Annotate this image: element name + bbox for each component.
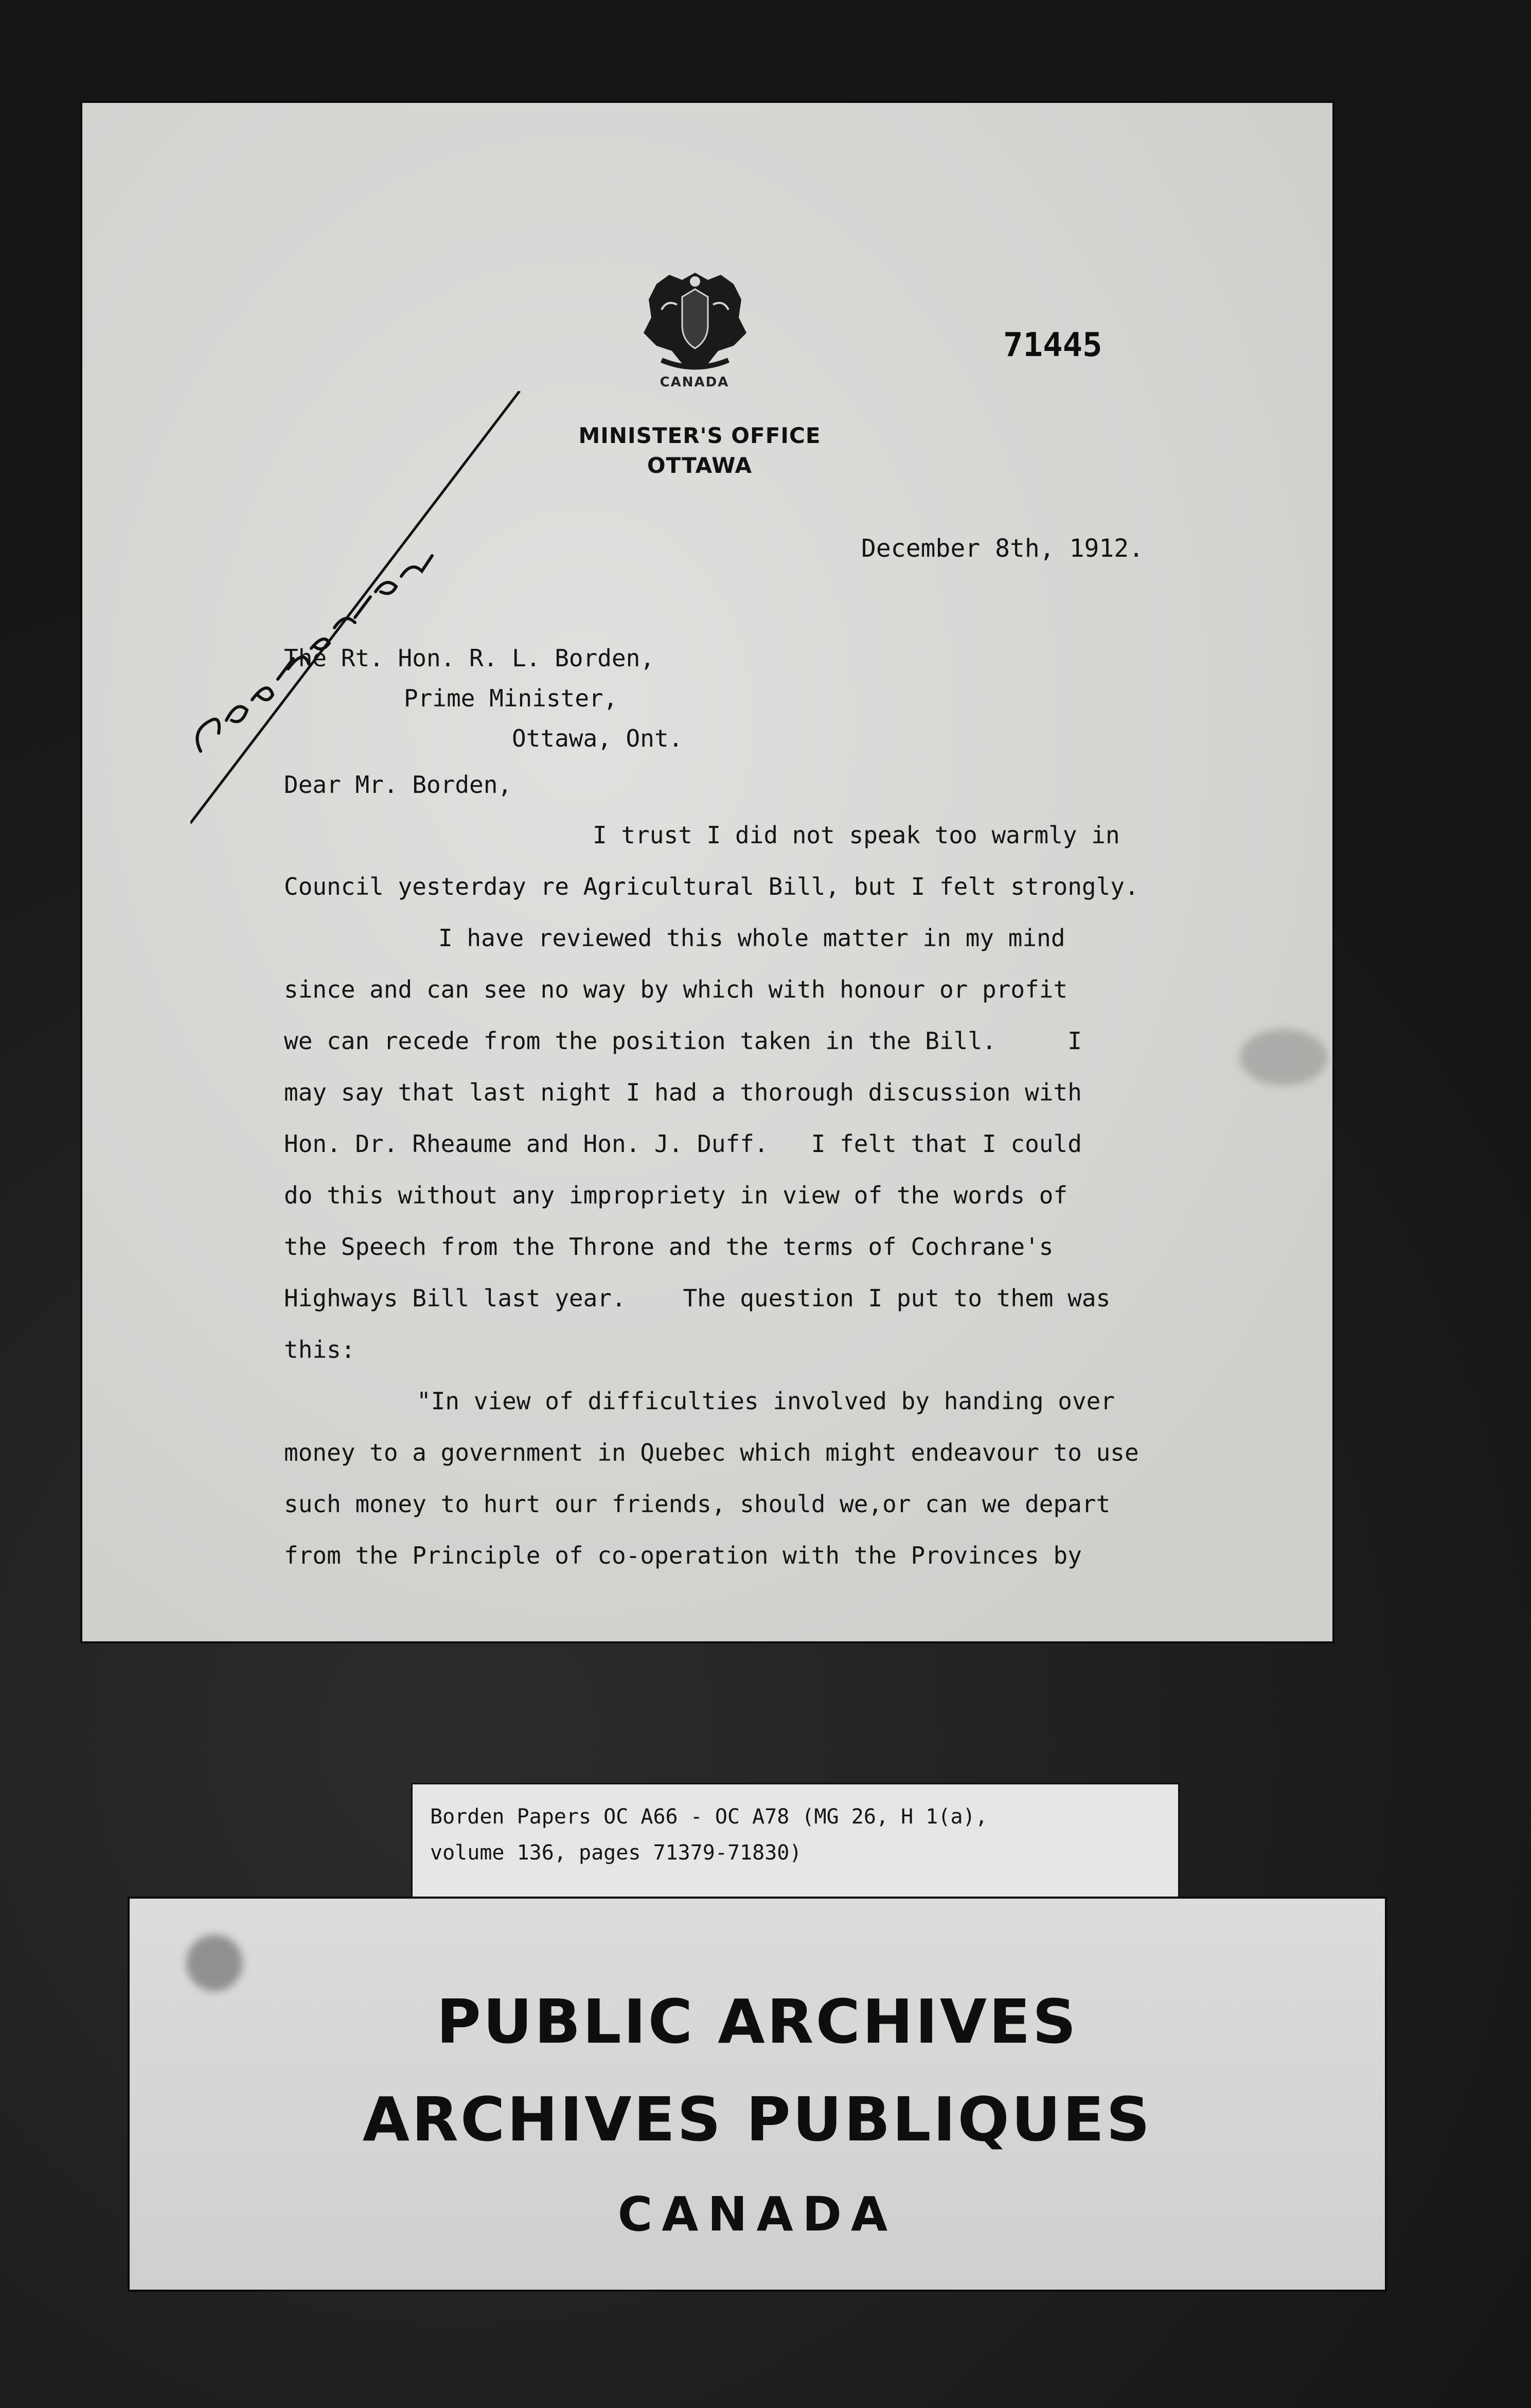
slip-line-1: Borden Papers OC A66 - OC A78 (MG 26, H 1(a), [430,1805,988,1829]
body-line: Council yesterday re Agricultural Bill, but I felt strongly. [284,873,1139,900]
reference-slip [413,1784,1178,1899]
slip-line-2: volume 136, pages 71379-71830) [430,1841,802,1865]
archives-title-en: PUBLIC ARCHIVES [436,1986,1078,2057]
body-line: I trust I did not speak too warmly in [593,821,1120,849]
office-heading [545,421,854,481]
body-line: we can recede from the position taken in the Bill. I [284,1027,1082,1055]
canada-crest-icon [631,269,759,382]
body-line: "In view of difficulties involved by handing over [417,1387,1115,1415]
body-line: Highways Bill last year. The question I put to them was [284,1284,1111,1312]
letter-page [82,103,1332,1641]
body-line: from the Principle of co-operation with the Provinces by [284,1542,1082,1569]
address-line: The Rt. Hon. R. L. Borden, [284,644,655,672]
body-line: Hon. Dr. Rheaume and Hon. J. Duff. I felt that I could [284,1130,1082,1158]
office-line-1: MINISTER'S OFFICE [578,423,821,448]
body-line: do this without any impropriety in view of the words of [284,1181,1068,1209]
letter-date: December 8th, 1912. [861,534,1144,563]
body-line: such money to hurt our friends, should we,or can we depart [284,1490,1111,1518]
paper-stain [1240,1029,1327,1086]
body-line: money to a government in Quebec which might endeavour to use [284,1439,1139,1466]
document-number: 71445 [1003,326,1102,364]
body-line: the Speech from the Throne and the terms of Cochrane's [284,1233,1054,1261]
body-line: this: [284,1336,355,1364]
address-line: Ottawa, Ont. [512,724,683,752]
body-line: I have reviewed this whole matter in my mind [438,924,1065,952]
archives-card [130,1899,1385,2290]
archives-country: CANADA [617,2187,897,2242]
card-stain [186,1935,243,1991]
salutation: Dear Mr. Borden, [284,771,512,799]
body-line: may say that last night I had a thorough discussion with [284,1078,1082,1106]
address-line: Prime Minister, [404,684,618,712]
crest-label: CANADA [660,375,729,390]
archives-title-fr: ARCHIVES PUBLIQUES [362,2084,1152,2155]
office-line-2: OTTAWA [647,453,753,478]
body-line: since and can see no way by which with honour or profit [284,976,1068,1003]
